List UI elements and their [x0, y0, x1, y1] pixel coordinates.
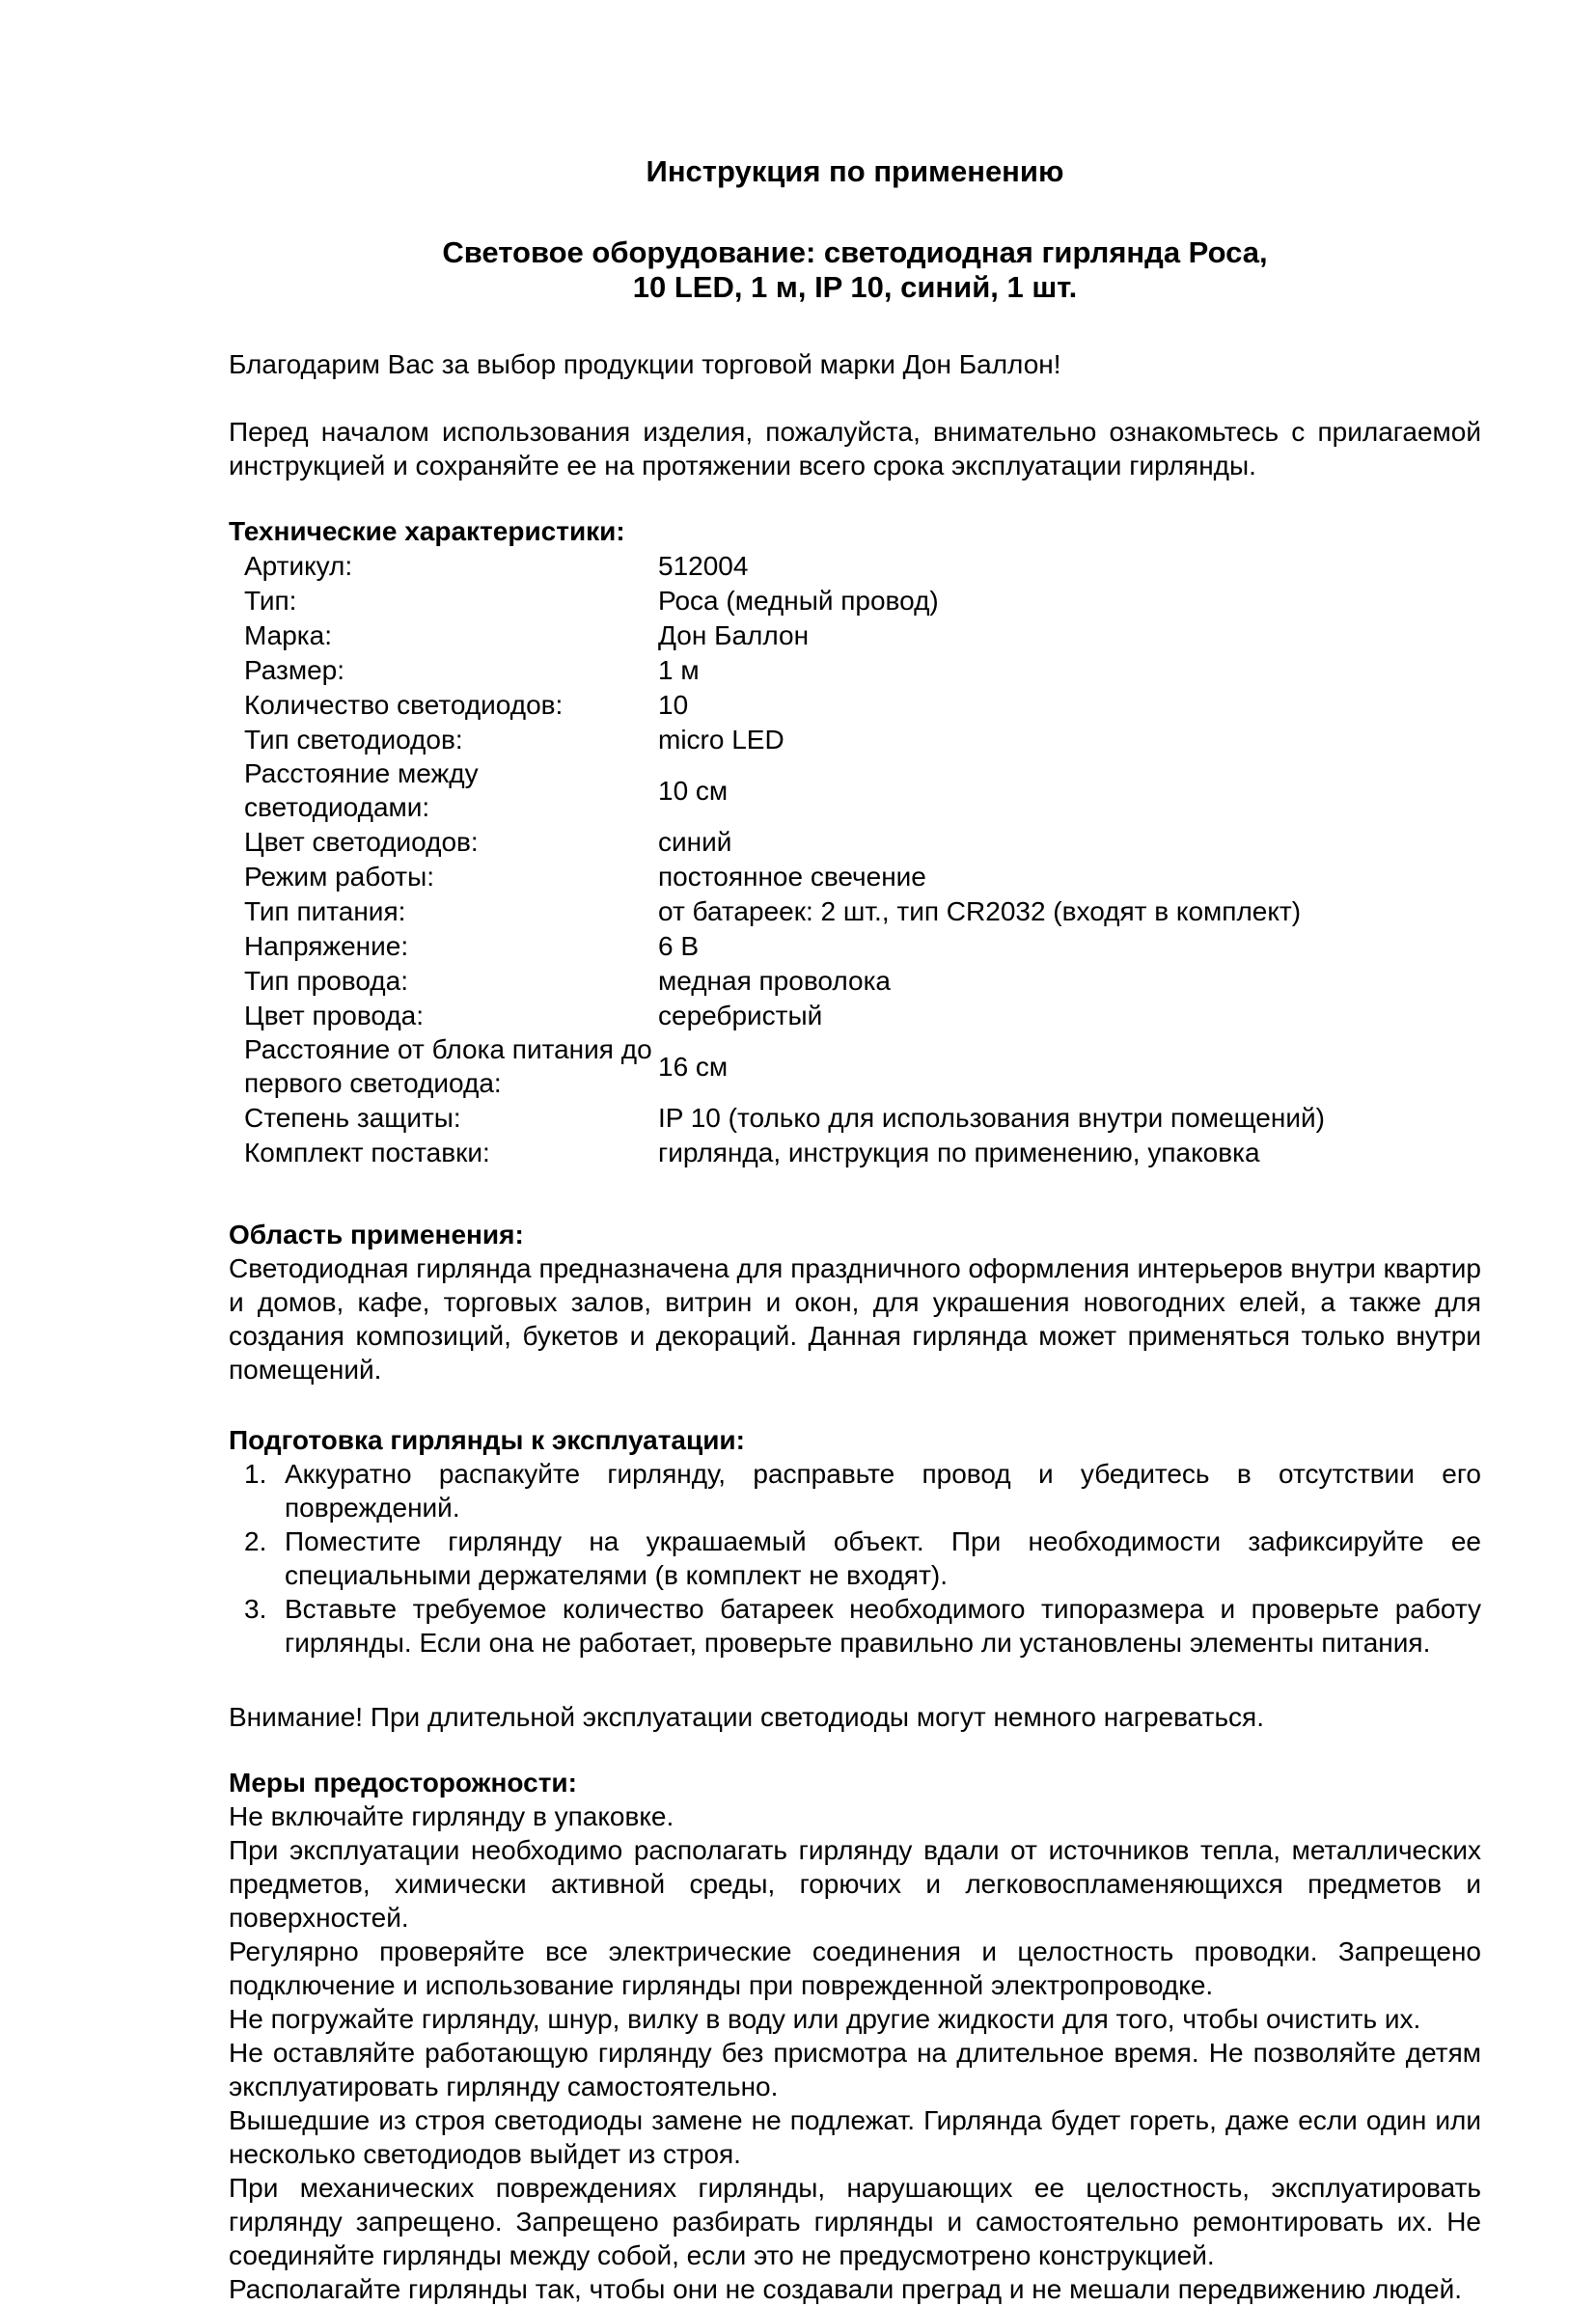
spec-value: 6 В	[658, 930, 700, 961]
spec-label: Расстояние между светодиодами:	[244, 758, 479, 822]
spec-label: Режим работы:	[244, 861, 434, 892]
specs-heading: Технические характеристики:	[229, 516, 625, 546]
spec-value: серебристый	[658, 1000, 823, 1030]
spec-label: Напряжение:	[244, 930, 409, 961]
spec-row	[229, 722, 1481, 756]
spec-label: Тип светодиодов:	[244, 724, 463, 755]
spec-table	[229, 548, 1481, 1169]
spec-value: 512004	[658, 550, 749, 581]
item-number: 3.	[244, 1594, 267, 1624]
spec-label: Комплект поставки:	[244, 1137, 490, 1167]
precaution-paragraph: Не включайте гирлянду в упаковке.	[229, 1801, 674, 1831]
spec-row	[229, 859, 1481, 893]
spec-row	[229, 1135, 1481, 1169]
precaution-paragraph: При эксплуатации необходимо располагать гирлянду вдали от источников тепла, металлических предметов, химически активной среды, горючих и легковоспламеняющихся предметов и поверхностей.	[229, 1835, 1481, 1933]
item-text: Поместите гирлянду на украшаемый объект. При необходимости зафиксируйте ее специальными держателями (в комплект не входят).	[285, 1526, 1481, 1590]
precaution-paragraph: Не погружайте гирлянду, шнур, вилку в воду или другие жидкости для того, чтобы очистить их.	[229, 2004, 1421, 2034]
spec-row	[229, 963, 1481, 998]
spec-value: синий	[658, 826, 732, 857]
spec-label: Расстояние от блока питания до первого светодиода:	[244, 1034, 652, 1098]
spec-row	[229, 583, 1481, 618]
spec-value: 16 см	[658, 1051, 729, 1082]
spec-value: 10 см	[658, 775, 729, 806]
precaution-paragraph: Регулярно проверяйте все электрические соединения и целостность проводки. Запрещено подключение и использование гирлянды при поврежденной электропроводке.	[229, 1936, 1481, 2000]
spec-value: гирлянда, инструкция по применению, упаковка	[658, 1137, 1260, 1167]
spec-value: IP 10 (только для использования внутри помещений)	[658, 1102, 1325, 1133]
spec-row	[229, 652, 1481, 687]
subtitle-line-1: Световое оборудование: светодиодная гирлянда Роса,	[442, 235, 1268, 269]
spec-row	[229, 548, 1481, 583]
spec-value: Роса (медный провод)	[658, 585, 939, 616]
spec-label: Количество светодиодов:	[244, 689, 564, 720]
preparation-list	[229, 1457, 1481, 1660]
spec-label: Размер:	[244, 654, 345, 685]
item-text: Вставьте требуемое количество батареек необходимого типоразмера и проверьте работу гирлянды. Если она не работает, проверьте правильно ли установлены элементы питания.	[285, 1594, 1481, 1658]
precautions-heading: Меры предосторожности:	[229, 1768, 577, 1798]
thanks-paragraph: Благодарим Вас за выбор продукции торговой марки Дон Баллон!	[229, 349, 1061, 379]
list-item	[229, 1457, 1481, 1524]
item-number: 1.	[244, 1459, 267, 1489]
spec-row	[229, 928, 1481, 963]
spec-row	[229, 824, 1481, 859]
precaution-paragraph: При механических повреждениях гирлянды, нарушающих ее целостность, эксплуатировать гирлянду запрещено. Запрещено разбирать гирлянды и самостоятельно ремонтировать их. Не соединяйте гирлянды между собой, если это не предусмотрено конструкцией.	[229, 2173, 1481, 2270]
precaution-paragraph: Вышедшие из строя светодиоды замене не подлежат. Гирлянда будет гореть, даже если один или несколько светодиодов выйдет из строя.	[229, 2105, 1481, 2169]
spec-value: 1 м	[658, 654, 700, 685]
spec-row	[229, 756, 1481, 824]
spec-value: медная проволока	[658, 965, 892, 996]
spec-label: Тип питания:	[244, 895, 406, 926]
precaution-paragraph: Не оставляйте работающую гирлянду без присмотра на длительное время. Не позволяйте детям эксплуатировать гирлянду самостоятельно.	[229, 2038, 1481, 2101]
spec-value: постоянное свечение	[658, 861, 926, 892]
spec-row	[229, 687, 1481, 722]
document-subtitle	[229, 235, 1481, 305]
item-number: 2.	[244, 1526, 267, 1556]
spec-value: от батареек: 2 шт., тип CR2032 (входят в комплект)	[658, 895, 1302, 926]
spec-label: Марка:	[244, 619, 332, 650]
spec-label: Тип провода:	[244, 965, 408, 996]
spec-label: Цвет провода:	[244, 1000, 425, 1030]
warning-paragraph: Внимание! При длительной эксплуатации светодиоды могут немного нагреваться.	[229, 1702, 1264, 1732]
list-item	[229, 1592, 1481, 1660]
spec-row	[229, 1100, 1481, 1135]
subtitle-line-2: 10 LED, 1 м, IP 10, синий, 1 шт.	[632, 270, 1078, 304]
application-text: Светодиодная гирлянда предназначена для праздничного оформления интерьеров внутри квартир и домов, кафе, торговых залов, витрин и окон, для украшения новогодних елей, а также для создания композиций, букетов и декораций. Данная гирлянда может применяться только внутри помещений.	[229, 1253, 1481, 1385]
application-heading: Область применения:	[229, 1220, 524, 1249]
preparation-heading: Подготовка гирлянды к эксплуатации:	[229, 1425, 745, 1455]
spec-label: Степень защиты:	[244, 1102, 461, 1133]
document-title: Инструкция по применению	[646, 154, 1064, 188]
precaution-paragraph: Располагайте гирлянды так, чтобы они не создавали преград и не мешали передвижению людей.	[229, 2274, 1463, 2304]
spec-row	[229, 998, 1481, 1032]
item-text: Аккуратно распакуйте гирлянду, расправьте провод и убедитесь в отсутствии его повреждений.	[285, 1459, 1481, 1523]
list-item	[229, 1524, 1481, 1592]
spec-row	[229, 1032, 1481, 1100]
before-use-paragraph: Перед началом использования изделия, пожалуйста, внимательно ознакомьтесь с прилагаемой инструкцией и сохраняйте ее на протяжении всего срока эксплуатации гирлянды.	[229, 417, 1481, 480]
spec-label: Тип:	[244, 585, 297, 616]
spec-value: micro LED	[658, 724, 784, 755]
spec-value: Дон Баллон	[658, 619, 810, 650]
spec-label: Цвет светодиодов:	[244, 826, 479, 857]
spec-value: 10	[658, 689, 689, 720]
precautions-list	[229, 1799, 1481, 2306]
document-content	[229, 154, 1481, 2306]
spec-row	[229, 893, 1481, 928]
spec-label: Артикул:	[244, 550, 353, 581]
spec-row	[229, 618, 1481, 652]
